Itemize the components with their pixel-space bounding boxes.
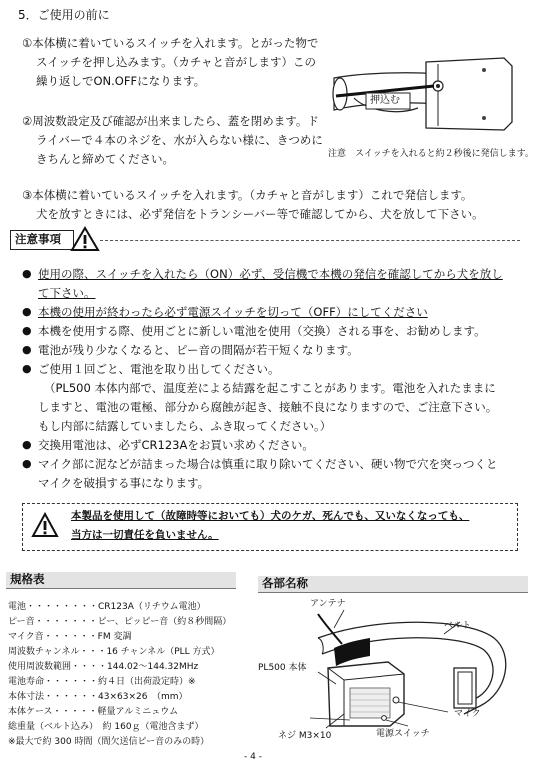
section-title: 5．ご使用の前に <box>18 8 110 22</box>
caution-item <box>0 322 536 341</box>
caution-line: マイクを破損する事になります。 <box>38 476 210 490</box>
caution-heading-box <box>10 230 74 250</box>
specs-heading-bar <box>6 572 236 589</box>
step-2-line: ②周波数設定及び確認が出来ましたら、蓋を閉めます。ド <box>22 114 319 128</box>
warning-line: 本製品を使用して（故障時等においても）犬のケガ、死んでも、又いなくなっても、 <box>71 510 470 522</box>
caution-line: て下さい。 <box>38 286 96 300</box>
caution-line: 本機の使用が終わったら必ず電源スイッチを切って（OFF）にしてください <box>38 305 428 319</box>
switch-illustration <box>326 48 526 140</box>
step-1 <box>22 34 318 91</box>
step-1-line: スイッチを押し込みます。（カチャと音がします）この <box>36 55 317 69</box>
mic-label: マイク <box>454 709 481 719</box>
caution-line: 本機を使用する際、使用ごとに新しい電池を使用（交換）される事を、お勧めします。 <box>38 324 486 338</box>
caution-item <box>0 303 536 322</box>
body-label: PL500 本体 <box>258 663 307 673</box>
belt-label: ベルト <box>444 621 472 631</box>
switch-diagram <box>326 48 526 140</box>
caution-divider <box>100 240 520 241</box>
spec-row: 電池・・・・・・・・CR123A（リチウム電池） <box>8 602 206 612</box>
caution-list <box>0 265 536 493</box>
step-2-line: きちんと締めてください。 <box>36 152 174 166</box>
caution-line: しますと、電池の電極、部分から腐蝕が起き、接触不良になりますので、ご注意下さい。 <box>38 400 498 414</box>
caution-item <box>0 341 536 360</box>
bullet: ● <box>22 267 32 280</box>
caution-item <box>0 360 536 436</box>
caution-line: 電池が残り少なくなると、ピー音の間隔が若干短くなります。 <box>38 343 359 357</box>
caution-line: もし内部に結露していましたら、ふき取ってください。） <box>38 419 332 433</box>
spec-row: 使用周波数範囲・・・・144.02〜144.32MHz <box>8 662 199 672</box>
spec-row: 電池寿命・・・・・・約４日（出荷設定時）※ <box>8 677 196 687</box>
caution-line: 使用の際、スイッチを入れたら（ON）必ず、受信機で本機の発信を確認してから犬を放し <box>38 267 503 281</box>
bullet: ● <box>22 362 32 375</box>
antenna-label: アンテナ <box>310 599 346 609</box>
step-3-line: 犬を放すときには、必ず発信をトランシーバー等で確認してから、犬を放して下さい。 <box>36 207 484 221</box>
warning-line: 当方は一切責任を負いません。 <box>71 529 219 541</box>
step-1-line: ①本体横に着いているスイッチを入れます。とがった物で <box>22 36 319 50</box>
warning-box <box>22 503 518 551</box>
bullet: ● <box>22 438 32 451</box>
spec-row: ※最大で約 300 時間（間欠送信ピー音のみの時） <box>8 737 210 747</box>
parts-illustration <box>258 596 532 742</box>
caution-line: （PL500 本体内部で、温度差による結露を起こすことがあります。電池を入れたままに <box>44 381 496 395</box>
step-3-line: ③本体横に着いているスイッチを入れます。（カチャと音がします）これで発信します。 <box>22 188 473 202</box>
spec-row: マイク音・・・・・・FM 変調 <box>8 632 132 642</box>
caution-item <box>0 455 536 493</box>
step-2-line: ライバーで４本のネジを、水が入らない様に、きつめに <box>36 133 323 147</box>
specs-heading: 規格表 <box>10 572 45 586</box>
bullet: ● <box>22 457 32 470</box>
spec-row: ピー音・・・・・・・ピー、ピッピー音（約８秒間隔） <box>8 617 232 627</box>
step-3 <box>22 186 484 224</box>
spec-row: 本体寸法・・・・・・43×63×26 （mm） <box>8 692 188 702</box>
step-1-line: 繰り返しでON.OFFになります。 <box>36 74 206 88</box>
caution-line: ご使用１回ごと、電池を取り出してください。 <box>38 362 280 376</box>
page-number: - 4 - <box>244 752 262 762</box>
warning-triangle-icon <box>70 226 100 256</box>
caution-heading: 注意事項 <box>15 232 61 246</box>
bullet: ● <box>22 324 32 337</box>
parts-heading-bar <box>258 576 528 593</box>
push-label: 押込む <box>370 95 400 106</box>
specs-table <box>8 600 231 750</box>
warning-triangle-icon <box>31 512 59 542</box>
spec-row: 総重量（ベルト込み） 約 160ｇ（電池含まず） <box>8 722 204 732</box>
caution-line: マイク部に泥などが詰まった場合は慎重に取り除いてください、硬い物で穴を突っつくと <box>38 457 498 471</box>
screw-label: ネジ M3×10 <box>278 731 332 741</box>
spec-row: 本体ケース・・・・・軽量アルミニュウム <box>8 707 179 717</box>
step-2 <box>22 112 323 169</box>
switch-caption: 注意 スイッチを入れると約２秒後に発信します。 <box>328 149 534 159</box>
power-switch-label: 電源スイッチ <box>376 729 430 739</box>
caution-item <box>0 265 536 303</box>
spec-row: 周波数チャンネル・・・16 チャンネル（PLL 方式） <box>8 647 220 657</box>
bullet: ● <box>22 343 32 356</box>
caution-line: 交換用電池は、必ずCR123Aをお買い求めください。 <box>38 438 314 452</box>
bullet: ● <box>22 305 32 318</box>
parts-heading: 各部名称 <box>262 576 308 590</box>
caution-item <box>0 436 536 455</box>
